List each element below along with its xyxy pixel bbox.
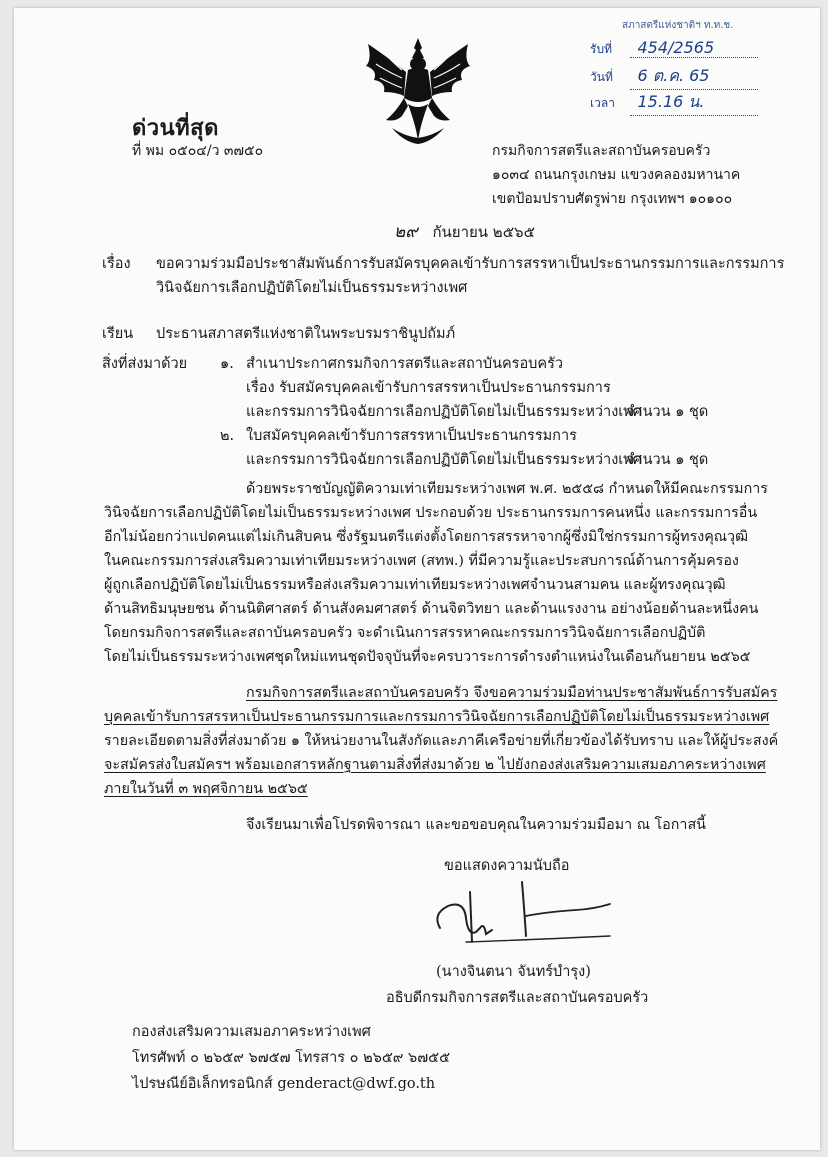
enclosure-1-number: ๑.: [220, 356, 234, 372]
para1-line-7: โดยกรมกิจการสตรีและสถาบันครอบครัว จะดำเนินการสรรหาคณะกรรมการวินิจฉัยการเลือกปฏิบัติ: [104, 625, 706, 641]
sender-address-line-2: ๑๐๓๔ ถนนกรุงเกษม แขวงคลองมหานาค: [492, 167, 741, 183]
document-date: [394, 218, 535, 245]
stamp-received-row: [590, 38, 790, 59]
para1-line-4: ในคณะกรรมการส่งเสริมความเท่าเทียมระหว่างเพศ (สทพ.) ที่มีความรู้และประสบการณ์ด้านการคุ้มครอง: [104, 553, 739, 569]
recipient-label: เรียน: [102, 326, 134, 342]
enclosure-1-line-3: และกรรมการวินิจฉัยการเลือกปฏิบัติโดยไม่เป็นธรรมระหว่างเพศ: [246, 404, 642, 420]
para1-line-2: วินิจฉัยการเลือกปฏิบัติโดยไม่เป็นธรรมระหว่างเพศ ประกอบด้วย ประธานกรรมการคนหนึ่ง และกรรมการอื่น: [104, 505, 758, 521]
subject-label: เรื่อง: [102, 256, 131, 272]
sender-address-line-3: เขตป้อมปราบศัตรูพ่าย กรุงเทพฯ ๑๐๑๐๐: [492, 191, 733, 207]
sender-address-line-1: กรมกิจการสตรีและสถาบันครอบครัว: [492, 143, 711, 159]
para2-line-1: กรมกิจการสตรีและสถาบันครอบครัว จึงขอความร่วมมือท่านประชาสัมพันธ์การรับสมัคร: [246, 685, 778, 701]
stamp-time-label: เวลา: [590, 96, 615, 110]
enclosure-1-quantity: จำนวน ๑ ชุด: [626, 404, 709, 420]
stamp-date-row: [590, 64, 790, 90]
enclosure-2-number: ๒.: [220, 428, 235, 444]
handwritten-signature: [426, 876, 616, 950]
enclosure-2-line-1: ใบสมัครบุคคลเข้ารับการสรรหาเป็นประธานกรรมการ: [246, 428, 577, 444]
enclosure-2-line-2: และกรรมการวินิจฉัยการเลือกปฏิบัติโดยไม่เป็นธรรมระหว่างเพศ: [246, 452, 642, 468]
subject-line-1: ขอความร่วมมือประชาสัมพันธ์การรับสมัครบุคคลเข้ารับการสรรหาเป็นประธานกรรมการและกรรมการ: [156, 256, 785, 272]
reference-number: ที่ พม ๐๕๐๔/ว ๓๗๕๐: [132, 143, 264, 159]
stamp-received-label: รับที่: [590, 42, 612, 56]
document-page: [14, 8, 820, 1150]
garuda-emblem-icon: [362, 36, 474, 146]
stamp-date-value: 6 ต.ค. 65: [630, 64, 758, 90]
signatory-position: อธิบดีกรมกิจการสตรีและสถาบันครอบครัว: [386, 990, 649, 1006]
para2-line-5: ภายในวันที่ ๓ พฤศจิกายน ๒๕๖๕: [104, 781, 308, 797]
enclosure-2-quantity: จำนวน ๑ ชุด: [626, 452, 709, 468]
para2-line-3: รายละเอียดตามสิ่งที่ส่งมาด้วย ๑ ให้หน่วยงานในสังกัดและภาคีเครือข่ายที่เกี่ยวข้องได้รับทราบ และให้ผู้ประสงค์: [104, 733, 779, 749]
stamp-time-value: 15.16 น.: [630, 90, 758, 116]
enclosure-1-line-2: เรื่อง รับสมัครบุคคลเข้ารับการสรรหาเป็นประธานกรรมการ: [246, 380, 611, 396]
subject-line-2: วินิจฉัยการเลือกปฏิบัติโดยไม่เป็นธรรมระหว่างเพศ: [156, 280, 468, 296]
date-day: ๒๙: [394, 222, 418, 242]
para1-line-3: อีกไม่น้อยกว่าแปดคนแต่ไม่เกินสิบคน ซึ่งรัฐมนตรีแต่งตั้งโดยการสรรหาจากผู้ซึ่งมิใช่กรรมการผู้ทรงคุณวุฒิ: [104, 529, 748, 545]
stamp-org: สภาสตรีแห่งชาติฯ ท.ท.ช.: [622, 20, 734, 31]
stamp-date-label: วันที่: [590, 70, 613, 84]
urgency-label: ด่วนที่สุด: [132, 115, 219, 141]
para1-line-6: ด้านสิทธิมนุษยชน ด้านนิติศาสตร์ ด้านสังคมศาสตร์ ด้านจิตวิทยา และด้านแรงงาน อย่างน้อยด้านละหนึ่งคน: [104, 601, 759, 617]
para2-line-4: จะสมัครส่งใบสมัครฯ พร้อมเอกสารหลักฐานตามสิ่งที่ส่งมาด้วย ๒ ไปยังกองส่งเสริมความเสมอภาคระหว่างเพศ: [104, 757, 766, 773]
stamp-time-row: [590, 90, 790, 116]
para1-line-1: ด้วยพระราชบัญญัติความเท่าเทียมระหว่างเพศ พ.ศ. ๒๕๕๘ กำหนดให้มีคณะกรรมการ: [246, 481, 768, 497]
receipt-stamp: [580, 18, 802, 114]
closing-phrase: ขอแสดงความนับถือ: [444, 858, 570, 874]
footer-phone-fax: โทรศัพท์ ๐ ๒๖๕๙ ๖๗๕๗ โทรสาร ๐ ๒๖๕๙ ๖๗๕๕: [132, 1050, 451, 1066]
para1-line-5: ผู้ถูกเลือกปฏิบัติโดยไม่เป็นธรรมหรือส่งเสริมความเท่าเทียมระหว่างเพศจำนวนสามคน และผู้ทรงคุณวุฒิ: [104, 577, 726, 593]
signatory-name: (นางจินตนา จันทร์บำรุง): [436, 964, 591, 980]
stamp-received-value: 454/2565: [630, 38, 758, 58]
footer-division: กองส่งเสริมความเสมอภาคระหว่างเพศ: [132, 1024, 371, 1040]
footer-email: ไปรษณีย์อิเล็กทรอนิกส์ genderact@dwf.go.th: [132, 1076, 436, 1092]
enclosures-label: สิ่งที่ส่งมาด้วย: [102, 356, 188, 372]
para1-line-8: โดยไม่เป็นธรรมระหว่างเพศชุดใหม่แทนชุดปัจจุบันที่จะครบวาระการดำรงตำแหน่งในเดือนกันยายน ๒๕๖๕: [104, 649, 751, 665]
recipient-value: ประธานสภาสตรีแห่งชาติในพระบรมราชินูปถัมภ์: [156, 326, 456, 342]
date-month-year: กันยายน ๒๕๖๕: [432, 223, 535, 241]
para3: จึงเรียนมาเพื่อโปรดพิจารณา และขอขอบคุณในความร่วมมือมา ณ โอกาสนี้: [246, 817, 706, 833]
para2-line-2: บุคคลเข้ารับการสรรหาเป็นประธานกรรมการและกรรมการวินิจฉัยการเลือกปฏิบัติโดยไม่เป็นธรรมระหว่างเพศ: [104, 709, 770, 725]
enclosure-1-line-1: สำเนาประกาศกรมกิจการสตรีและสถาบันครอบครัว: [246, 356, 564, 372]
